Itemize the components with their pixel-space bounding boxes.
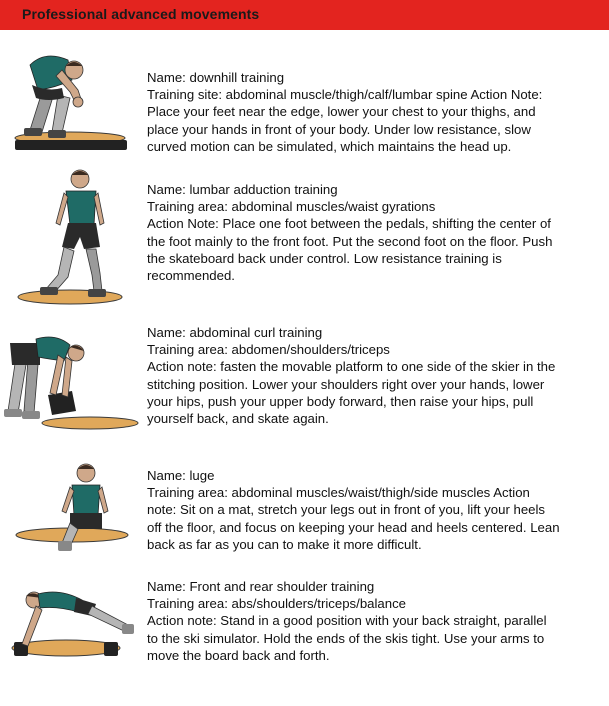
exercise-text-line: Place your feet near the edge, lower your chest to your thighs, and bbox=[147, 104, 536, 120]
shoulder-training-illustration bbox=[0, 570, 140, 690]
exercise-text-line: recommended. bbox=[147, 268, 235, 284]
lumbar-adduction-illustration bbox=[0, 165, 140, 315]
section-header-bar bbox=[0, 0, 609, 30]
exercise-name: Name: Front and rear shoulder training bbox=[147, 579, 375, 594]
exercise-text-line: Training area: abs/shoulders/triceps/balance bbox=[147, 596, 407, 612]
exercise-text-line: your hips, push your upper body forward, then raise your hips, pull bbox=[147, 393, 534, 409]
exercise-text-line: back as far as you can to make it more difficult. bbox=[147, 536, 422, 552]
exercise-name: Name: lumbar adduction training bbox=[147, 182, 338, 197]
exercise-description bbox=[147, 578, 592, 664]
exercise-name: Name: luge bbox=[147, 468, 215, 483]
luge-illustration bbox=[0, 445, 140, 570]
exercise-text-line: Action Note: Place one foot between the pedals, shifting the center of bbox=[147, 216, 551, 232]
exercise-text-line: Training area: abdominal muscles/waist/thigh/side muscles Action bbox=[147, 485, 530, 501]
exercise-description bbox=[147, 467, 592, 553]
exercise-text-line: the foot mainly to the front foot. Put the second foot on the floor. Push bbox=[147, 233, 553, 249]
exercise-text-line: Training site: abdominal muscle/thigh/calf/lumbar spine Action Note: bbox=[147, 87, 543, 103]
exercise-text-line: move the board back and forth. bbox=[147, 647, 330, 663]
exercise-text-line: yourself back, and skate again. bbox=[147, 411, 329, 427]
exercise-text-line: Action note: fasten the movable platform to one side of the skier in the bbox=[147, 359, 556, 375]
exercise-description bbox=[147, 324, 592, 427]
exercise-text-line: Training area: abdomen/shoulders/triceps bbox=[147, 342, 390, 358]
exercise-description bbox=[147, 69, 592, 155]
exercise-name: Name: downhill training bbox=[147, 70, 285, 85]
abdominal-curl-illustration bbox=[0, 315, 140, 445]
exercise-text-line: off the floor, and focus on keeping your head and heels centered. Lean bbox=[147, 519, 560, 535]
exercise-text-line: note: Sit on a mat, stretch your legs out in front of you, lift your heels bbox=[147, 502, 546, 518]
exercise-text-line: curved motion can be simulated, which maintains the head up. bbox=[147, 138, 512, 154]
downhill-training-illustration bbox=[0, 40, 140, 165]
exercise-text-line: place your hands in front of your body. Under low resistance, slow bbox=[147, 121, 531, 137]
exercise-item-abdominal-curl bbox=[0, 315, 609, 445]
exercise-text-line: Training area: abdominal muscles/waist gyrations bbox=[147, 199, 436, 215]
exercise-description bbox=[147, 181, 592, 284]
section-title: Professional advanced movements bbox=[22, 6, 260, 22]
exercise-item-lumbar-adduction bbox=[0, 165, 609, 315]
exercise-item-shoulder-training bbox=[0, 570, 609, 690]
exercise-text-line: to the ski simulator. Hold the ends of the skis tight. Use your arms to bbox=[147, 630, 545, 646]
exercise-item-luge bbox=[0, 445, 609, 570]
exercise-text-line: Action note: Stand in a good position with your back straight, parallel bbox=[147, 613, 547, 629]
exercise-item-downhill bbox=[0, 40, 609, 165]
exercise-text-line: the skateboard back under control. Low resistance training is bbox=[147, 250, 502, 266]
exercise-name: Name: abdominal curl training bbox=[147, 325, 323, 340]
exercise-text-line: stitching position. Lower your shoulders right over your hands, lower bbox=[147, 376, 545, 392]
